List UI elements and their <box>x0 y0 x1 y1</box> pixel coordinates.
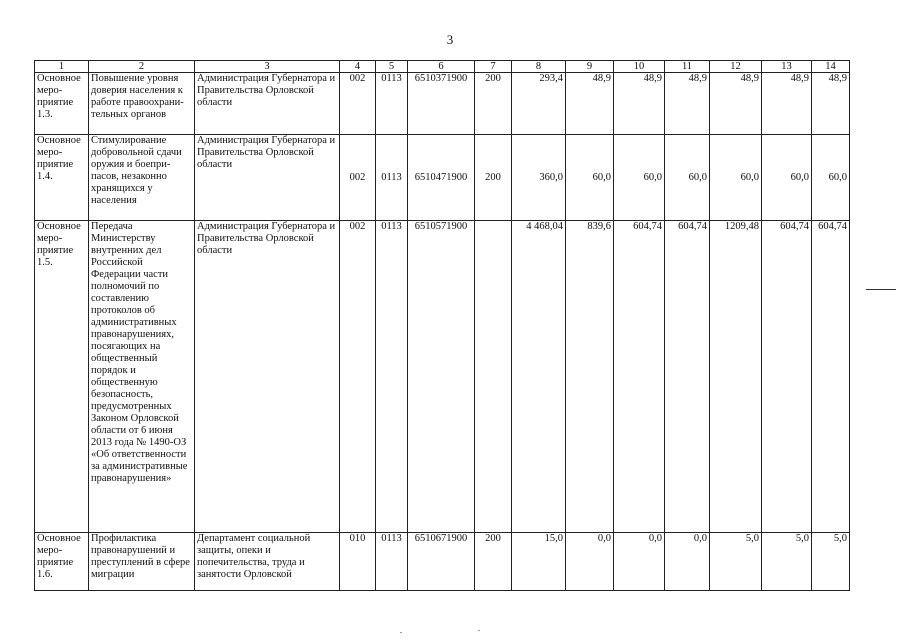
event-label-cell: Основное меро-приятие 1.3. <box>35 73 89 135</box>
event-label-cell: Основное меро-приятие 1.6. <box>35 533 89 591</box>
event-label-cell: Основное меро-приятие 1.4. <box>35 135 89 221</box>
code-cell: 002 <box>340 73 376 135</box>
col-header: 1 <box>35 61 89 73</box>
col-header: 13 <box>762 61 812 73</box>
executor-cell: Администрация Губернатора и Правительства Орловской области <box>195 135 340 221</box>
amount-cell: 293,4 <box>512 73 566 135</box>
code-cell: 002 <box>340 135 376 221</box>
amount-cell: 60,0 <box>710 135 762 221</box>
target-code-cell: 6510671900 <box>408 533 475 591</box>
amount-cell: 604,74 <box>665 221 710 533</box>
code-cell: 002 <box>340 221 376 533</box>
amount-cell: 48,9 <box>566 73 614 135</box>
margin-mark <box>866 289 896 290</box>
scan-speck <box>400 632 402 633</box>
target-code-cell: 6510471900 <box>408 135 475 221</box>
amount-cell: 0,0 <box>566 533 614 591</box>
event-name-cell: Передача Министерству внутренних дел Российской Федерации части полномочий по составлению протоколов об административных правонарушениях, посягающих на общественный порядок и общественную безопасность, предусмотренных Законом Орловской области от 6 июня 2013 года № 1490-ОЗ «Об ответственности за административные правонарушения» <box>89 221 195 533</box>
amount-cell: 15,0 <box>512 533 566 591</box>
col-header: 11 <box>665 61 710 73</box>
amount-cell: 60,0 <box>614 135 665 221</box>
expense-type-cell: 200 <box>475 135 512 221</box>
table-row <box>35 135 850 221</box>
amount-cell: 48,9 <box>762 73 812 135</box>
event-name-cell: Повышение уровня доверия населения к работе правоохрани-тельных органов <box>89 73 195 135</box>
section-cell: 0113 <box>376 135 408 221</box>
section-cell: 0113 <box>376 73 408 135</box>
amount-cell: 0,0 <box>665 533 710 591</box>
amount-cell: 604,74 <box>812 221 850 533</box>
table-row <box>35 533 850 591</box>
col-header: 10 <box>614 61 665 73</box>
col-header: 4 <box>340 61 376 73</box>
code-cell: 010 <box>340 533 376 591</box>
amount-cell: 48,9 <box>812 73 850 135</box>
amount-cell: 5,0 <box>812 533 850 591</box>
event-label-cell: Основное меро-приятие 1.5. <box>35 221 89 533</box>
amount-cell: 60,0 <box>762 135 812 221</box>
amount-cell: 0,0 <box>614 533 665 591</box>
executor-cell: Департамент социальной защиты, опеки и попечительства, труда и занятости Орловской <box>195 533 340 591</box>
amount-cell: 60,0 <box>665 135 710 221</box>
event-name-cell: Стимулирование добровольной сдачи оружия и боепри-пасов, незаконно хранящихся у населения <box>89 135 195 221</box>
amount-cell: 1209,48 <box>710 221 762 533</box>
amount-cell: 60,0 <box>566 135 614 221</box>
scan-speck <box>478 630 480 631</box>
amount-cell: 360,0 <box>512 135 566 221</box>
col-header: 3 <box>195 61 340 73</box>
col-header: 7 <box>475 61 512 73</box>
expense-type-cell <box>475 221 512 533</box>
col-header: 12 <box>710 61 762 73</box>
amount-cell: 5,0 <box>762 533 812 591</box>
col-header: 9 <box>566 61 614 73</box>
amount-cell: 48,9 <box>665 73 710 135</box>
amount-cell: 604,74 <box>762 221 812 533</box>
amount-cell: 48,9 <box>710 73 762 135</box>
amount-cell: 60,0 <box>812 135 850 221</box>
amount-cell: 48,9 <box>614 73 665 135</box>
section-cell: 0113 <box>376 533 408 591</box>
expense-type-cell: 200 <box>475 73 512 135</box>
amount-cell: 5,0 <box>710 533 762 591</box>
page-number: 3 <box>446 32 454 47</box>
col-header: 6 <box>408 61 475 73</box>
event-name-cell: Профилактика правонарушений и преступлений в сфере миграции <box>89 533 195 591</box>
section-cell: 0113 <box>376 221 408 533</box>
col-header: 8 <box>512 61 566 73</box>
col-header: 2 <box>89 61 195 73</box>
program-table <box>34 60 850 591</box>
target-code-cell: 6510371900 <box>408 73 475 135</box>
executor-cell: Администрация Губернатора и Правительства Орловской области <box>195 221 340 533</box>
amount-cell: 839,6 <box>566 221 614 533</box>
table-row <box>35 73 850 135</box>
table-row <box>35 221 850 533</box>
header-row <box>35 61 850 73</box>
target-code-cell: 6510571900 <box>408 221 475 533</box>
expense-type-cell: 200 <box>475 533 512 591</box>
executor-cell: Администрация Губернатора и Правительства Орловской области <box>195 73 340 135</box>
amount-cell: 4 468,04 <box>512 221 566 533</box>
col-header: 14 <box>812 61 850 73</box>
amount-cell: 604,74 <box>614 221 665 533</box>
col-header: 5 <box>376 61 408 73</box>
